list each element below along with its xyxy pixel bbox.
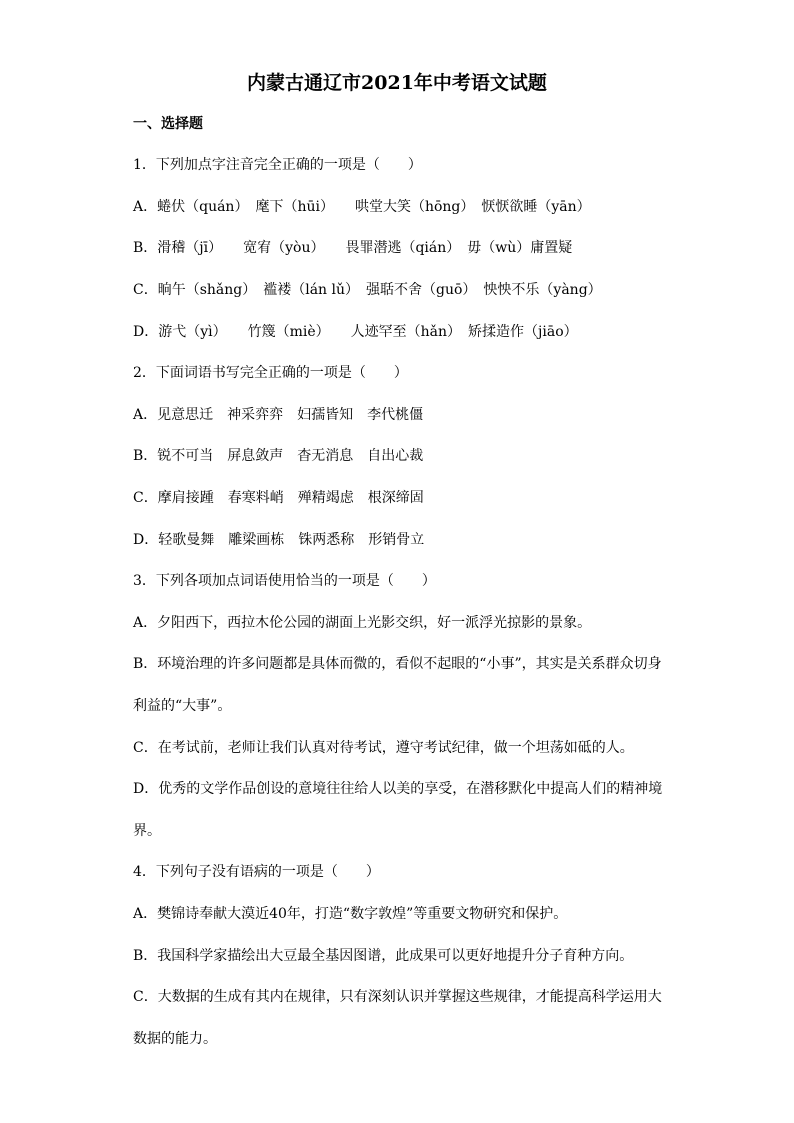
question-3-option-c: C．在考试前，老师让我们认真对待考试，遵守考试纪律，做一个坦荡如砥的人。 [133,740,634,756]
question-3-option-a: A．夕阳西下，西拉木伦公园的湖面上光影交织，好一派浮光掠影的景象。 [133,615,592,631]
question-2-option-d: D．轻歌曼舞 雕梁画栋 铢两悉称 形销骨立 [133,532,425,548]
question-3-stem: 3．下列各项加点词语使用恰当的一项是（ ） [133,573,436,589]
question-4-stem: 4．下列句子没有语病的一项是（ ） [133,864,380,880]
question-2-stem: 2．下面词语书写完全正确的一项是（ ） [133,365,408,381]
section-heading: 一、选择题 [133,116,203,132]
question-3-option-d-cont: 界。 [133,823,161,839]
question-4-option-c: C．大数据的生成有其内在规律，只有深刻认识并掌握这些规律，才能提高科学运用大 [133,989,662,1005]
question-1-option-a: A．蜷伏（quán） 麾下（hūi） 哄堂大笑（hōng） 恹恹欲睡（yān） [133,199,591,215]
document-title: 内蒙古通辽市2021年中考语文试题 [247,72,547,94]
question-1-option-c: C．晌午（shǎng） 褴褛（lán lǔ） 强聒不舍（guō） 怏怏不乐（yàng） [133,282,602,298]
question-4-option-b: B．我国科学家描绘出大豆最全基因图谱，此成果可以更好地提升分子育种方向。 [133,948,634,964]
question-4-option-a: A．樊锦诗奉献大漠近40年，打造“数字敦煌”等重要文物研究和保护。 [133,906,568,922]
question-1-option-d: D．游弋（yì） 竹篾（miè） 人迹罕至（hǎn） 矫揉造作（jiāo） [133,324,578,340]
question-3-option-b-cont: 利益的“大事”。 [133,698,232,714]
question-4-option-c-cont: 数据的能力。 [133,1031,217,1047]
question-2-option-c: C．摩肩接踵 春寒料峭 殚精竭虑 根深缔固 [133,490,424,506]
question-1-option-b: B．滑稽（jī） 宽宥（yòu） 畏罪潜逃（qián） 毋（wù）庸置疑 [133,240,573,256]
question-3-option-b: B．环境治理的许多问题都是具体而微的，看似不起眼的“小事”，其实是关系群众切身 [133,656,662,672]
question-1-stem: 1．下列加点字注音完全正确的一项是（ ） [133,157,422,173]
question-2-option-b: B．锐不可当 屏息敛声 杳无消息 自出心裁 [133,448,424,464]
question-3-option-d: D．优秀的文学作品创设的意境往往给人以美的享受，在潜移默化中提高人们的精神境 [133,781,663,797]
question-2-option-a: A．见意思迁 神采弈弈 妇孺皆知 李代桃僵 [133,407,424,423]
